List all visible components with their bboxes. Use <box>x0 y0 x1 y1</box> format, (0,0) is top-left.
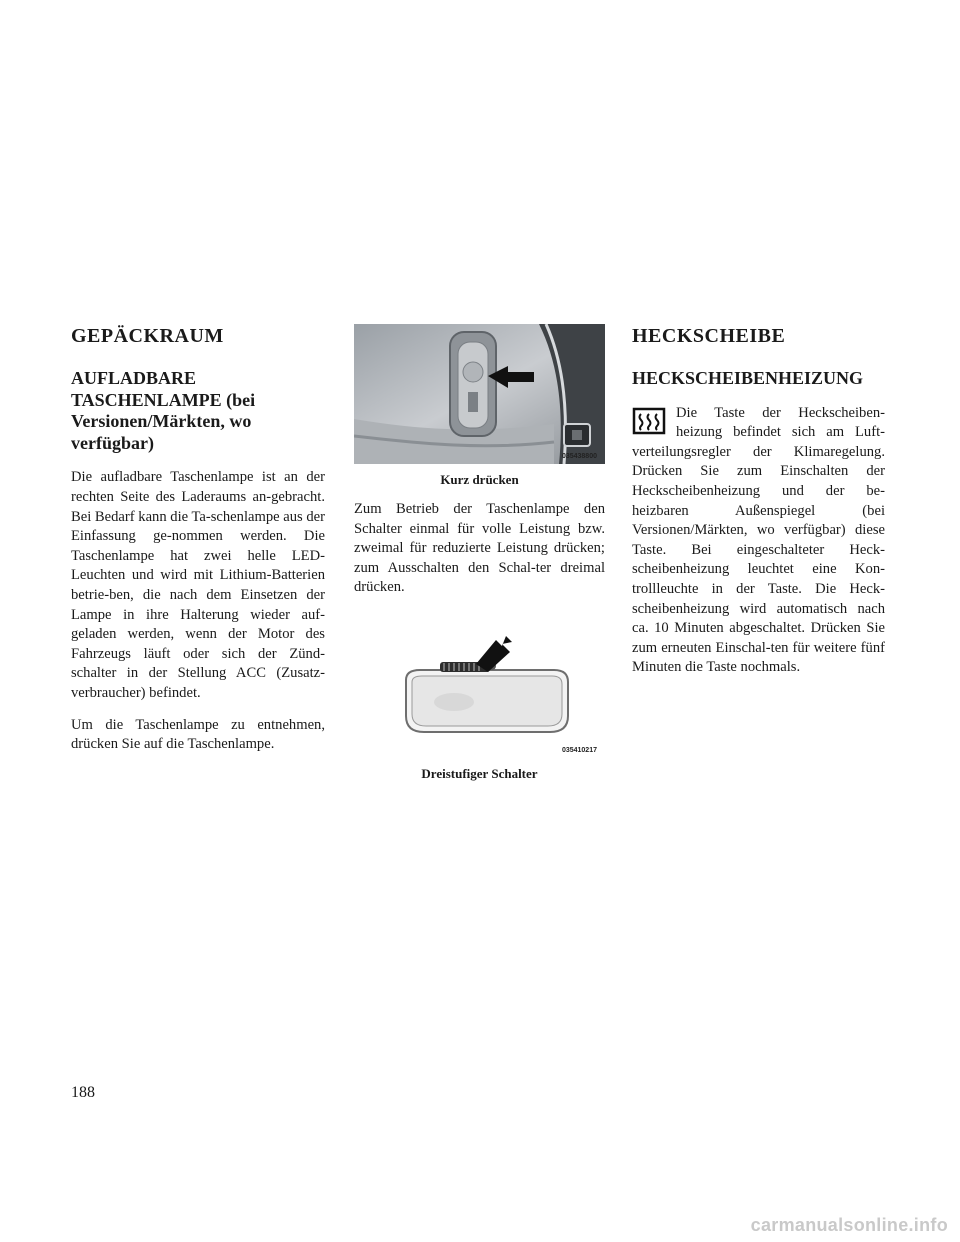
subtitle-taschenlampe: AUFLADBARE TASCHENLAMPE (bei Versionen/Märkten, wo verfügbar) <box>71 368 256 453</box>
paragraph-betrieb: Zum Betrieb der Taschenlampe den Schalter einmal für volle Leistung bzw. zweimal für reduzierte Leistung drücken; zum Ausschalten den Schal-ter dreimal drücken. <box>354 501 605 596</box>
paragraph-taschenlampe-intro: Die aufladbare Taschenlampe ist an der rechten Seite des Laderaums an-gebracht. Bei Bedarf kann die Ta-schenlampe aus der Einfassung ge-nommen werden. Die Taschenlampe hat zwei helle LED-Leuchten und wird mit Lithium-Batterien betrie-ben, die nach dem Einsetzen der Lampe in ihre Halterung wieder auf-geladen werden, wenn der Motor des Fahrzeugs läuft oder sich der Zünd-schalter in der Stellung ACC (Zusatz-verbraucher) befindet. <box>71 469 326 701</box>
rear-defrost-icon <box>632 406 666 436</box>
paragraph-heckscheibenheizung: Die Taste der Heckscheiben-heizung befindet sich am Luft-verteilungsregler der Klimaregelung. Drücken Sie zum Einschalten der Heckscheibenheizung und der be-heizbaren Außenspiegel (bei Versionen/Märkten, wo verfügbar) diese Taste. Bei eingeschalteter Heck-scheibenheizung leuchtet eine Kon-trollleuchte in der Taste. Die Heck-scheibenheizung wird automatisch nach ca. 10 Minuten abgeschaltet. Drücken Sie zum erneuten Einschal-ten für weitere fünf Minuten die Taste nochmals. <box>632 404 885 676</box>
figure-code: 035410217 <box>561 746 597 754</box>
figure-code: 035438800 <box>561 453 597 460</box>
watermark: carmanualsonline.info <box>750 1215 948 1235</box>
defrost-paragraph-block <box>632 404 885 678</box>
figure-caption-kurz-druecken: Kurz drücken <box>440 472 519 487</box>
paragraph-taschenlampe-entnehmen: Um die Taschenlampe zu entnehmen, drücken Sie auf die Taschenlampe. <box>71 716 325 753</box>
right-column <box>632 324 885 690</box>
middle-column <box>354 324 605 794</box>
figure-caption-dreistufiger-schalter: Dreistufiger Schalter <box>421 765 538 781</box>
section-title-heckscheibe: HECKSCHEIBE <box>632 325 786 347</box>
switch-illustration <box>354 632 605 758</box>
three-stage-switch-illustration <box>354 632 605 758</box>
flashlight-illustration <box>354 324 605 464</box>
flashlight-photo <box>354 324 605 464</box>
left-column <box>71 324 325 767</box>
section-title-gepaeckraum: GEPÄCKRAUM <box>71 325 224 347</box>
subtitle-heckscheibenheizung: HECKSCHEIBENHEIZUNG <box>632 368 864 388</box>
page-number: 188 <box>71 1084 95 1101</box>
